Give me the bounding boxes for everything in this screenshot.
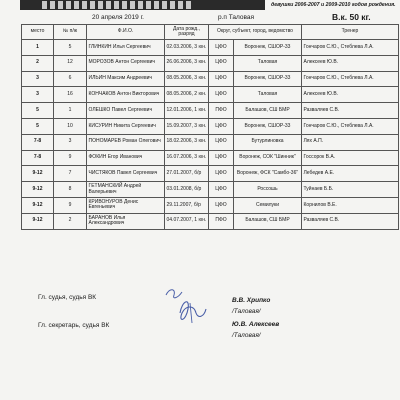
header-band	[20, 0, 400, 10]
cell-dist: ЦФО	[209, 87, 234, 103]
cell-city: Бутурлиновка	[234, 134, 302, 150]
cell-name: МОРОЗОВ Антон Сергеевич	[87, 55, 165, 71]
results-table	[21, 24, 399, 230]
table-row	[22, 103, 399, 119]
cell-num: 7	[54, 166, 87, 182]
cell-birth: 08.05.2006, 2 юн.	[165, 87, 209, 103]
weight-category: В.к. 50 кг.	[332, 12, 371, 22]
judge-title: Гл. судья, судья ВК	[38, 294, 97, 301]
cell-coach: Разваляев С.В.	[302, 213, 399, 229]
secretary-name: Ю.В. Алексеев	[232, 321, 280, 328]
cell-num: 8	[54, 182, 87, 198]
cell-birth: 16.07.2006, 3 юн.	[165, 150, 209, 166]
table-row	[22, 55, 399, 71]
cell-name: КОНЧАКОВ Антон Викторович	[87, 87, 165, 103]
cell-coach: Гончаров С.Ю., Стеблева Л.А.	[302, 118, 399, 134]
cell-name: БАРАНОВ Илья Александрович	[87, 213, 165, 229]
meta-line	[0, 12, 400, 24]
cell-place: 3	[22, 71, 54, 87]
col-header-place: место	[22, 25, 54, 40]
cell-coach: Гончаров С.Ю., Стеблева Л.А.	[302, 71, 399, 87]
cell-num: 10	[54, 118, 87, 134]
cell-place: 9-12	[22, 182, 54, 198]
cell-city: Воронеж, СШОР-33	[234, 71, 302, 87]
cell-place: 5	[22, 118, 54, 134]
table-header-row	[22, 25, 399, 40]
cell-coach: Алексеев Ю.В.	[302, 87, 399, 103]
cell-name: КРИВОНУРОВ Денис Евгеньевич	[87, 197, 165, 213]
cell-place: 7-8	[22, 134, 54, 150]
cell-name: ПОНОМАРЕВ Роман Олегович	[87, 134, 165, 150]
cell-city: Таловая	[234, 87, 302, 103]
cell-dist: ЦФО	[209, 197, 234, 213]
table-row	[22, 213, 399, 229]
table-row	[22, 150, 399, 166]
cell-num: 6	[54, 71, 87, 87]
header-subtitle: девушки 2006-2007 и 2009-2010 годов рождения.	[265, 0, 400, 10]
cell-coach: Госсорок В.А.	[302, 150, 399, 166]
secretary-city: /Таловая/	[232, 332, 261, 339]
col-header-name: Ф.И.О.	[87, 25, 165, 40]
cell-city: Таловая	[234, 55, 302, 71]
col-header-coach: Тренер	[302, 25, 399, 40]
table-row	[22, 118, 399, 134]
cell-dist: ЦФО	[209, 134, 234, 150]
cell-coach: Лях А.П.	[302, 134, 399, 150]
cell-birth: 12.01.2006, 1 юн.	[165, 103, 209, 119]
cell-birth: 18.02.2006, 3 юн.	[165, 134, 209, 150]
cell-num: 1	[54, 103, 87, 119]
cell-dist: ЦФО	[209, 40, 234, 56]
table-row	[22, 40, 399, 56]
judge-name: В.В. Хрипко	[232, 297, 271, 304]
cell-dist: ЦФО	[209, 150, 234, 166]
cell-coach: Туйнаев Б.Б.	[302, 182, 399, 198]
cell-dist: ЦФО	[209, 118, 234, 134]
table-row	[22, 166, 399, 182]
cell-coach: Гончаров С.Ю., Стеблева Л.А.	[302, 40, 399, 56]
cell-birth: 15.09.2007, 3 юн.	[165, 118, 209, 134]
competition-place: р.п Таловая	[218, 14, 255, 21]
cell-birth: 29.11.2007, б/р	[165, 197, 209, 213]
cell-birth: 26.06.2006, 3 юн.	[165, 55, 209, 71]
cell-dist: ПФО	[209, 103, 234, 119]
cell-num: 3	[54, 134, 87, 150]
cell-dist: ПФО	[209, 213, 234, 229]
cell-dist: ЦФО	[209, 182, 234, 198]
competition-date: 20 апреля 2019 г.	[92, 14, 144, 21]
col-header-birth: Дата рожд., разряд	[165, 25, 209, 40]
cell-num: 9	[54, 150, 87, 166]
table-row	[22, 71, 399, 87]
table-row	[22, 87, 399, 103]
cell-name: ЧИСТЯКОВ Павел Сергеевич	[87, 166, 165, 182]
handwritten-signature-icon	[160, 283, 220, 328]
table-row	[22, 197, 399, 213]
table-row	[22, 182, 399, 198]
cell-birth: 03.01.2008, б/р	[165, 182, 209, 198]
cell-city: Балашов, СШ БМР	[234, 103, 302, 119]
cell-name: ГЕТМАНСКИЙ Андрей Валерьевич	[87, 182, 165, 198]
judge-city: /Таловая/	[232, 308, 261, 315]
col-header-district: Округ, субъект, город, ведомство	[209, 25, 302, 40]
secretary-title: Гл. секретарь, судья ВК	[38, 322, 110, 329]
cell-city: Семилуки	[234, 197, 302, 213]
cell-city: Воронеж, СОК "Шинник"	[234, 150, 302, 166]
cell-birth: 02.03.2006, 3 юн.	[165, 40, 209, 56]
cell-name: ИЛЬИН Максим Андреевич	[87, 71, 165, 87]
cell-place: 2	[22, 55, 54, 71]
cell-dist: ЦФО	[209, 71, 234, 87]
cell-coach: Алексеев Ю.В.	[302, 55, 399, 71]
cell-coach: Корнилов В.Е.	[302, 197, 399, 213]
cell-place: 5	[22, 103, 54, 119]
cell-place: 9-12	[22, 213, 54, 229]
cell-name: ФОКИН Егор Иванович	[87, 150, 165, 166]
cell-name: ОЛЕШКО Павел Сергеевич	[87, 103, 165, 119]
cell-num: 12	[54, 55, 87, 71]
cell-dist: ЦФО	[209, 166, 234, 182]
cell-num: 5	[54, 40, 87, 56]
cell-city: Воронеж, СШОР-33	[234, 118, 302, 134]
cell-coach: Лебедев А.Е.	[302, 166, 399, 182]
table-row	[22, 134, 399, 150]
cell-place: 3	[22, 87, 54, 103]
cell-num: 9	[54, 197, 87, 213]
cell-city: Воронеж, СШОР-33	[234, 40, 302, 56]
cell-num: 16	[54, 87, 87, 103]
cell-coach: Разваляев С.В.	[302, 103, 399, 119]
cell-place: 1	[22, 40, 54, 56]
cell-place: 9-12	[22, 197, 54, 213]
cell-city: Воронеж, ФСК "Самбо-36"	[234, 166, 302, 182]
cell-birth: 04.07.2007, 1 юн.	[165, 213, 209, 229]
col-header-number: № п/ж	[54, 25, 87, 40]
cell-dist: ЦФО	[209, 55, 234, 71]
cell-city: Балашов, СШ БМР	[234, 213, 302, 229]
cell-name: ГЛИНКИН Илья Сергеевич	[87, 40, 165, 56]
cell-name: КИСУРИН Никита Сергеевич	[87, 118, 165, 134]
cell-place: 9-12	[22, 166, 54, 182]
cell-place: 7-8	[22, 150, 54, 166]
cell-num: 2	[54, 213, 87, 229]
header-decoration	[42, 1, 192, 9]
cell-city: Россошь	[234, 182, 302, 198]
cell-birth: 08.05.2006, 3 юн.	[165, 71, 209, 87]
cell-birth: 27.01.2007, б/р	[165, 166, 209, 182]
